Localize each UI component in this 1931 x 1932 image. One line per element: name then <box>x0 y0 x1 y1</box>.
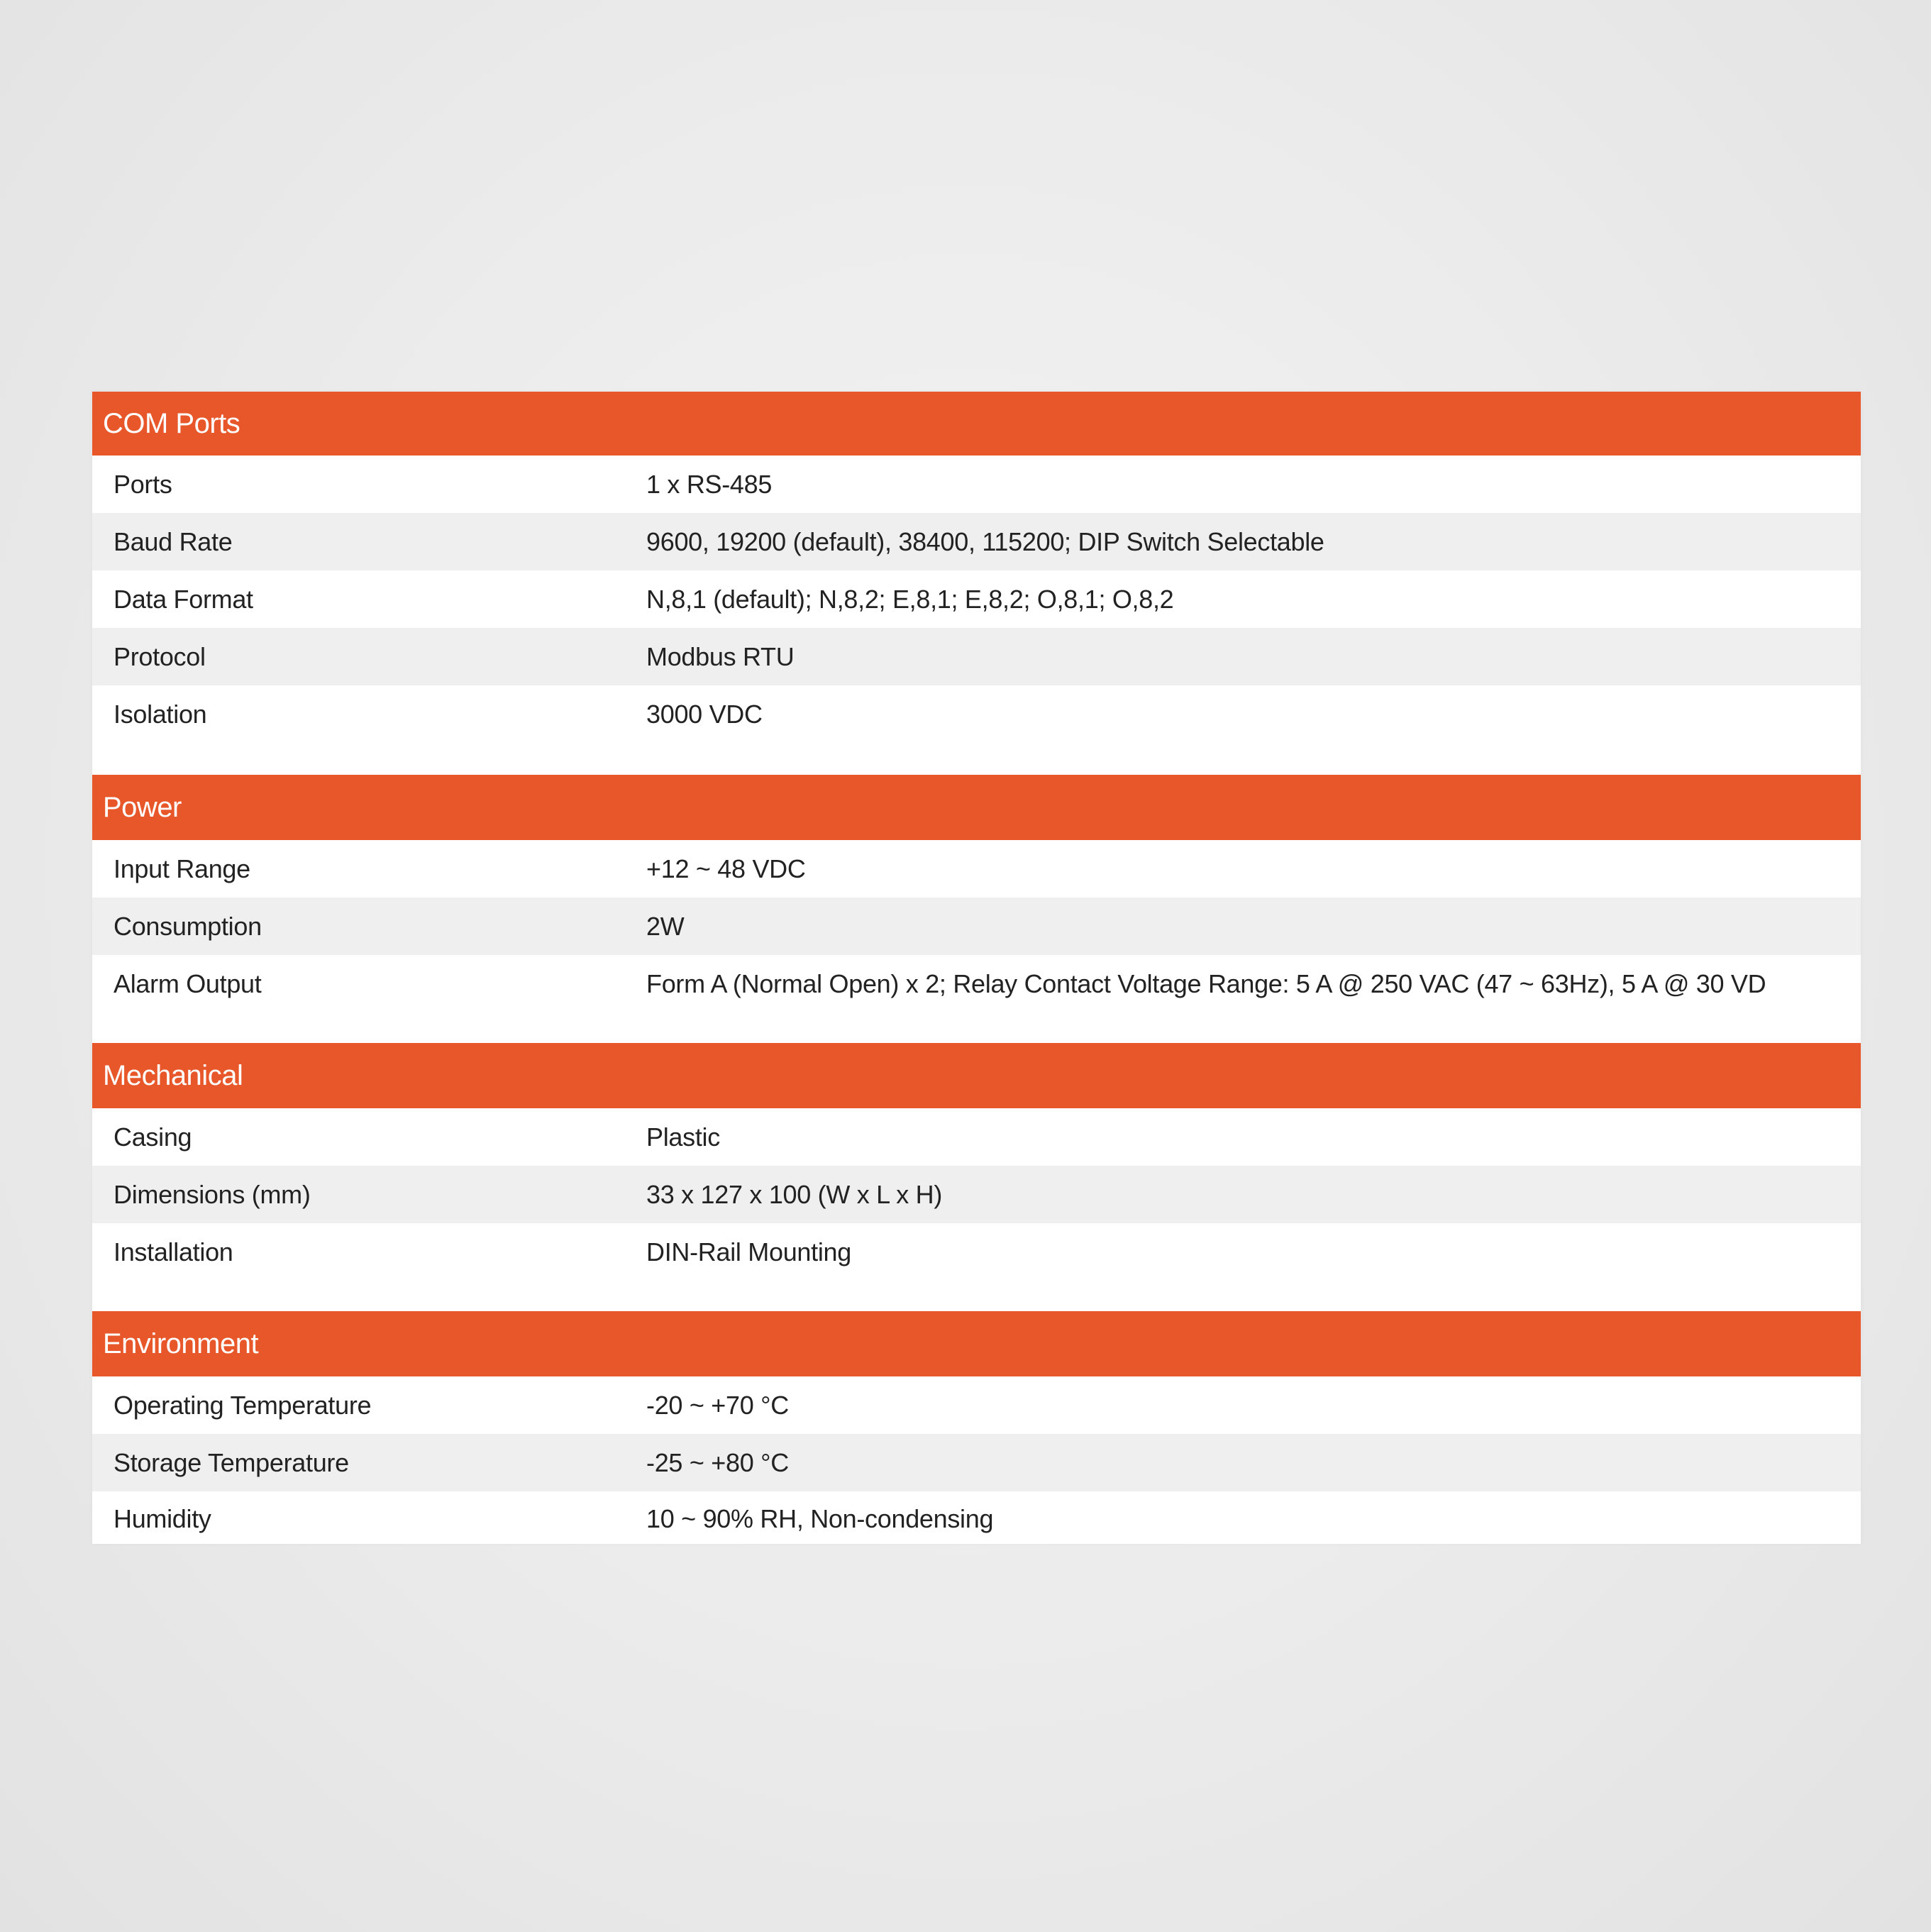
spec-label: Data Format <box>114 585 253 614</box>
spec-value: 3000 VDC <box>646 700 763 729</box>
spec-row <box>92 1166 1861 1223</box>
spec-value: +12 ~ 48 VDC <box>646 854 806 883</box>
spec-row <box>92 1108 1861 1166</box>
spec-value: 1 x RS-485 <box>646 470 773 499</box>
section-com-ports <box>92 392 1861 743</box>
spec-label: Humidity <box>114 1504 211 1533</box>
section-mechanical <box>92 1043 1861 1281</box>
section-environment <box>92 1311 1861 1544</box>
spec-row <box>92 685 1861 743</box>
spec-value: -25 ~ +80 °C <box>646 1448 789 1477</box>
spec-label: Storage Temperature <box>114 1448 349 1477</box>
spec-label: Input Range <box>114 854 250 883</box>
spec-value: Plastic <box>646 1122 720 1152</box>
spec-row <box>92 898 1861 955</box>
spec-label: Ports <box>114 470 172 499</box>
spec-value: 9600, 19200 (default), 38400, 115200; DIP Switch Selectable <box>646 527 1324 556</box>
spec-row <box>92 1491 1861 1544</box>
spec-label: Alarm Output <box>114 969 262 998</box>
spec-label: Protocol <box>114 642 206 671</box>
section-power <box>92 775 1861 1012</box>
spec-row <box>92 1376 1861 1434</box>
spec-label: Casing <box>114 1122 192 1152</box>
section-title: Mechanical <box>92 1043 1861 1108</box>
spec-value: Modbus RTU <box>646 642 795 671</box>
spec-row <box>92 456 1861 513</box>
spec-value: 2W <box>646 912 685 941</box>
spec-label: Operating Temperature <box>114 1391 372 1420</box>
spec-row <box>92 1434 1861 1491</box>
section-title: Environment <box>92 1311 1861 1376</box>
section-title: COM Ports <box>92 392 1861 456</box>
spec-value: 10 ~ 90% RH, Non-condensing <box>646 1504 994 1533</box>
spec-row <box>92 955 1861 1012</box>
spec-row <box>92 1223 1861 1281</box>
spec-value: -20 ~ +70 °C <box>646 1391 789 1420</box>
spec-row <box>92 628 1861 685</box>
spec-row <box>92 513 1861 570</box>
spec-label: Isolation <box>114 700 207 729</box>
spec-row <box>92 570 1861 628</box>
spec-label: Installation <box>114 1237 233 1266</box>
spec-row <box>92 840 1861 898</box>
spec-label: Dimensions (mm) <box>114 1180 311 1209</box>
spec-label: Consumption <box>114 912 262 941</box>
spec-value: 33 x 127 x 100 (W x L x H) <box>646 1180 943 1209</box>
spec-value: DIN-Rail Mounting <box>646 1237 851 1266</box>
spec-value: N,8,1 (default); N,8,2; E,8,1; E,8,2; O,8,1; O,8,2 <box>646 585 1174 614</box>
spec-sheet <box>92 392 1861 1544</box>
section-title: Power <box>92 775 1861 840</box>
spec-value: Form A (Normal Open) x 2; Relay Contact Voltage Range: 5 A @ 250 VAC (47 ~ 63Hz), 5 A @ 30 VD <box>646 969 1766 998</box>
spec-label: Baud Rate <box>114 527 233 556</box>
